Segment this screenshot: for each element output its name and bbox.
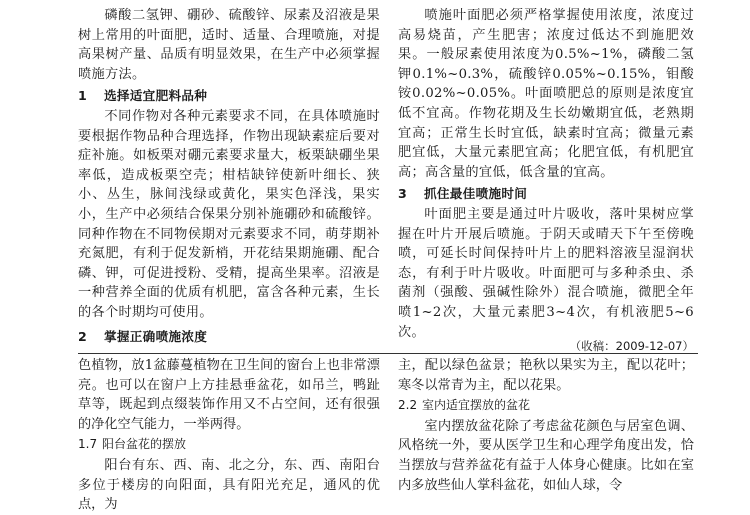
bottom-right-column [398,356,694,495]
section-1-paragraph: 不同作物对各种元素要求不同，在具体喷施时要根据作物品种合理选择，作物出现缺素症后要对症补施。如板栗对硼元素要求量大，板栗缺硼坐果率低，造成板栗空壳；柑桔缺锌使新叶细长、狭小、丛生，脉间浅绿或黄化，果实色泽浅，果实小，生产中必须结合保果分别补施硼砂和硫酸锌。同种作物在不同物侯期对元素要求不同，萌芽期补充氮肥，有利于促发新梢，开花结果期施硼、配合磷、钾，可促进授粉、受精，提高坐果率。沼液是一种营养全面的优质有机肥，富含各种元素，生长的各个时期均可使用。 [78,108,380,320]
article-divider [78,353,698,354]
section-number: 1 [78,88,88,104]
section-heading-3 [398,184,694,204]
section-number: 2 [78,328,88,344]
subsection-title: 室内适宜摆放的盆花 [422,398,531,413]
section-3-paragraph: 叶面肥主要是通过叶片吸收，落叶果树应掌握在叶片开展后喷施。于阴天或晴天下午至傍晚喷，可延长时间保持叶片上的肥料溶液呈湿润状态，有利于叶片吸收。叶面肥可与多种杀虫、杀菌剂（强酸、强碱性除外）混合喷施，微肥全年喷1~2次，大量元素肥3~4次，有机液肥5~6次。 [398,206,694,340]
subsection-number: 2.2 [398,398,418,413]
continuation-paragraph: 主，配以绿色盆景；艳秋以果实为主，配以花叶；寒冬以常青为主，配以花果。 [398,358,694,393]
section-title: 选择适宜肥料品种 [104,88,208,104]
intro-paragraph: 磷酸二氢钾、硼砂、硫酸锌、尿素及沼液是果树上常用的叶面肥，适时、适量、合理喷施，对提高果树产量、品质有明显效果，在生产中必须掌握喷施方法。 [78,8,380,82]
section-number: 3 [398,186,408,202]
received-date: （收稿：2009-12-07） [569,339,694,353]
left-column [78,6,380,347]
bottom-left-column [78,356,380,515]
balcony-paragraph: 阳台有东、西、南、北之分，东、西、南阳台多位于楼房的向阳面，具有阳光充足，通风的优点，为 [78,457,380,513]
concentration-paragraph: 喷施叶面肥必须严格掌握使用浓度，浓度过高易烧苗，产生肥害；浓度过低达不到施肥效果。一般尿素使用浓度为0.5%~1%，磷酸二氢钾0.1%~0.3%，硫酸锌0.05%~0.15%，钼酸铵0.02%~0.05%。叶面喷肥总的原则是浓度宜低不宜高。作物花期及生长幼嫩期宜低，老熟期宜高；正常生长时宜低，缺素时宜高；微量元素肥宜低，大量元素肥宜高；化肥宜低，有机肥宜高；高含量的宜低，低含量的宜高。 [398,8,694,180]
subsection-title: 阳台盆花的摆放 [102,437,187,452]
indoor-flowers-paragraph: 室内摆放盆花除了考虑盆花颜色与居室色调、风格统一外，要从医学卫生和心理学角度出发，恰当摆放与营养盆花有益于人体身心健康。比如在室内多放些仙人掌科盆花，如仙人球，令 [398,418,694,493]
section-heading-1 [78,86,380,106]
continuation-paragraph: 色植物，放1盆藤蔓植物在卫生间的窗台上也非常漂亮。也可以在窗户上方挂悬垂盆花，如吊兰，鸭趾草等，既起到点缀装饰作用又不占空间，还有很强的净化空气能力，一举两得。 [78,358,380,432]
subsection-number: 1.7 [78,437,98,452]
section-title: 抓住最佳喷施时间 [424,186,528,202]
subsection-heading [78,435,380,455]
subsection-heading [398,396,694,416]
section-heading-2 [78,327,380,347]
section-title: 掌握正确喷施浓度 [104,328,208,344]
right-column [398,6,694,342]
